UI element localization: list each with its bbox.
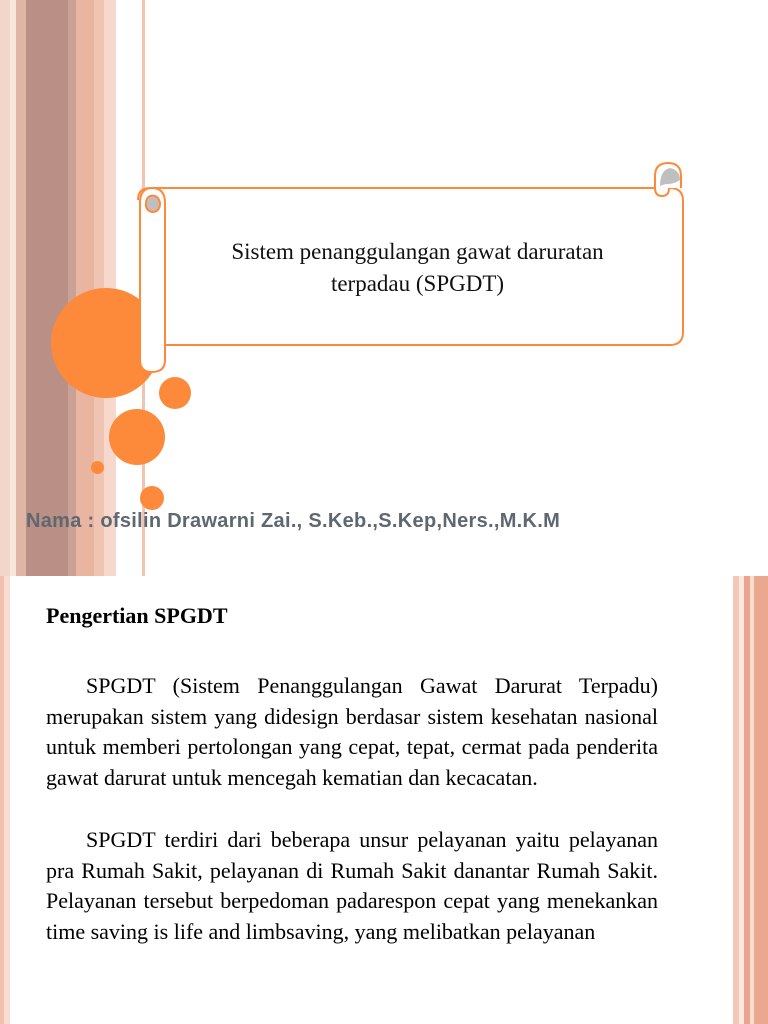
paragraph-components: SPGDT terdiri dari beberapa unsur pelayanan yaitu pelayanan pra Rumah Sakit, pelayanan di Rumah Sakit danantar Rumah Sakit. Pelayanan tersebut berpedoman padarespon cepat yang menekankan time saving is life and limbsaving, yang melibatkan pelayanan: [46, 827, 658, 944]
content-slide: [0, 576, 768, 1024]
slide-title: [175, 236, 660, 300]
section-heading: Pengertian SPGDT: [46, 603, 228, 628]
title-line-2: terpadau (SPGDT): [330, 271, 505, 296]
slide-content: [46, 601, 658, 979]
paragraph-definition: SPGDT (Sistem Penanggulangan Gawat Darurat Terpadu) merupakan sistem yang didesign berdasar sistem kesehatan nasional untuk memberi pertolongan yang cepat, tepat, cermat pada penderita gawat darurat untuk mencegah kematian dan kecacatan.: [46, 673, 658, 790]
stripe-decoration: [754, 576, 768, 1024]
stripe-decoration: [4, 576, 10, 1024]
author-name: Nama : ofsilin Drawarni Zai., S.Keb.,S.Kep,Ners.,M.K.M: [26, 510, 561, 532]
title-line-1: Sistem penanggulangan gawat daruratan: [231, 239, 604, 264]
